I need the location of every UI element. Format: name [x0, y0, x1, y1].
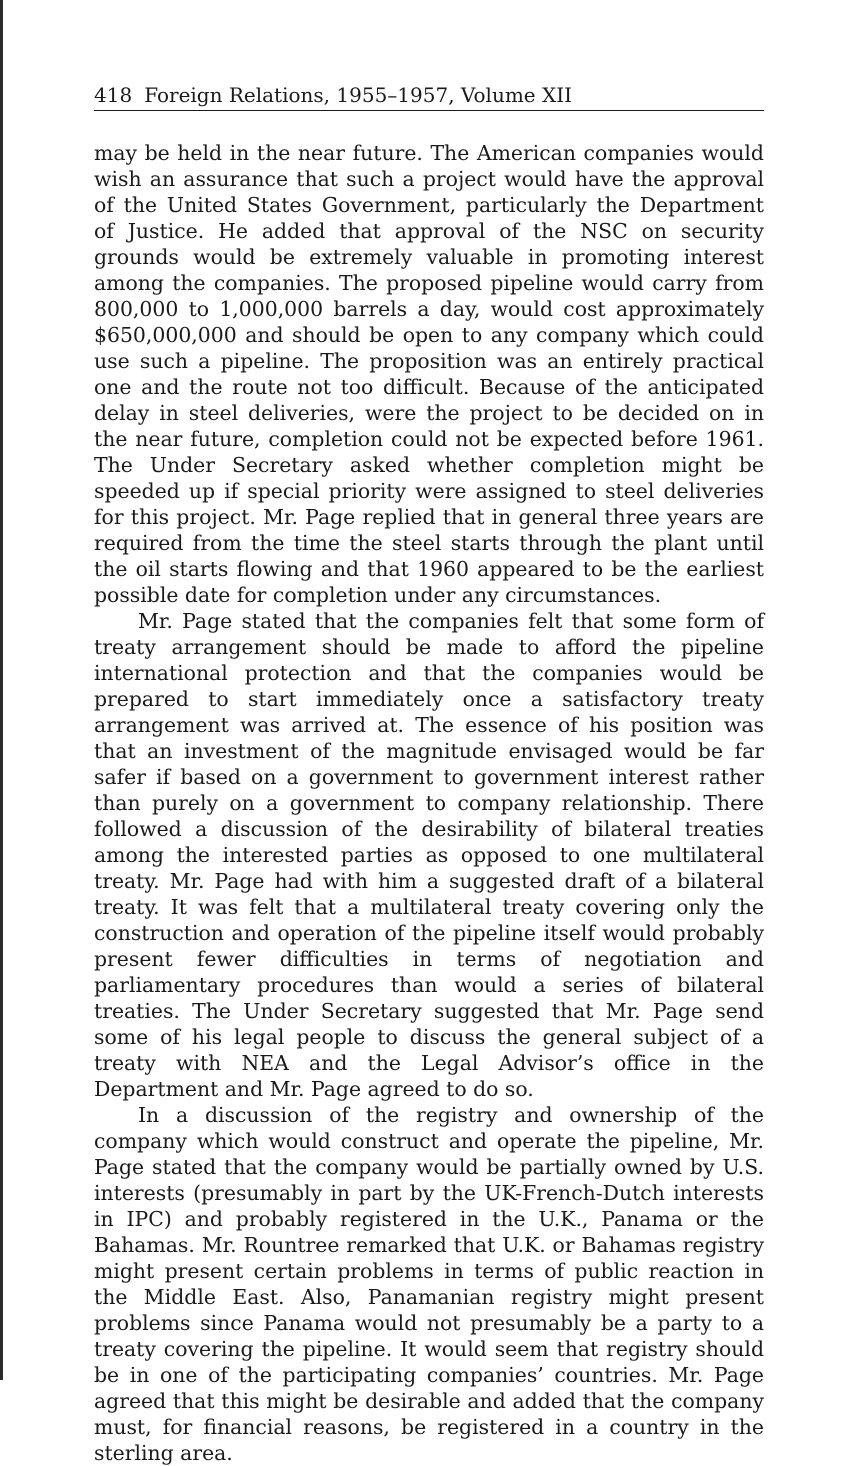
- volume-title: Foreign Relations, 1955–1957, Volume XII: [144, 83, 573, 107]
- page-edge-rule: [0, 0, 3, 1380]
- body-text: [94, 140, 764, 1466]
- page-number: 418: [94, 83, 133, 107]
- paragraph-registry-ownership: In a discussion of the registry and ownership of the company which would construct and operate the pipeline, Mr. Page stated that the company would be partially owned by U.S. interests (presumably in part by the UK-French-Dutch interests in IPC) and probably registered in the U.K., Panama or the Bahamas. Mr. Rountree remarked that U.K. or Bahamas registry might present certain problems in terms of public reaction in the Middle East. Also, Panamanian registry might present problems since Panama would not presumably be a party to a treaty covering the pipeline. It would seem that registry should be in one of the participating companies’ countries. Mr. Page agreed that this might be desirable and added that the company must, for financial reasons, be registered in a country in the sterling area.: [94, 1103, 764, 1465]
- paragraph-continuation: may be held in the near future. The American companies would wish an assurance that such a project would have the approval of the United States Government, particularly the Department of Justice. He added that approval of the NSC on security grounds would be extremely valuable in promoting interest among the companies. The proposed pipeline would carry from 800,000 to 1,000,000 barrels a day, would cost approximately $650,000,000 and should be open to any company which could use such a pipeline. The proposition was an entirely practical one and the route not too difficult. Because of the anticipated delay in steel deliveries, were the project to be decided on in the near future, completion could not be expected before 1961. The Under Secretary asked whether completion might be speeded up if special priority were assigned to steel deliveries for this project. Mr. Page replied that in general three years are required from the time the steel starts through the plant until the oil starts flowing and that 1960 appeared to be the earliest possible date for completion under any circumstances.: [94, 141, 764, 607]
- running-head: [94, 82, 764, 111]
- paragraph-treaty-arrangement: Mr. Page stated that the companies felt that some form of treaty arrangement should be made to afford the pipeline international protection and that the companies would be prepared to start immediately once a satisfactory treaty arrangement was arrived at. The essence of his position was that an investment of the magnitude envisaged would be far safer if based on a government to government interest rather than purely on a government to company relationship. There followed a discussion of the desirability of bilateral treaties among the interested parties as opposed to one multilateral treaty. Mr. Page had with him a suggested draft of a bilateral treaty. It was felt that a multilateral treaty covering only the construction and operation of the pipeline itself would probably present fewer difficulties in terms of negotiation and parliamentary procedures than would a series of bilateral treaties. The Under Secretary suggested that Mr. Page send some of his legal people to discuss the general subject of a treaty with NEA and the Legal Advisor’s office in the Department and Mr. Page agreed to do so.: [94, 609, 764, 1101]
